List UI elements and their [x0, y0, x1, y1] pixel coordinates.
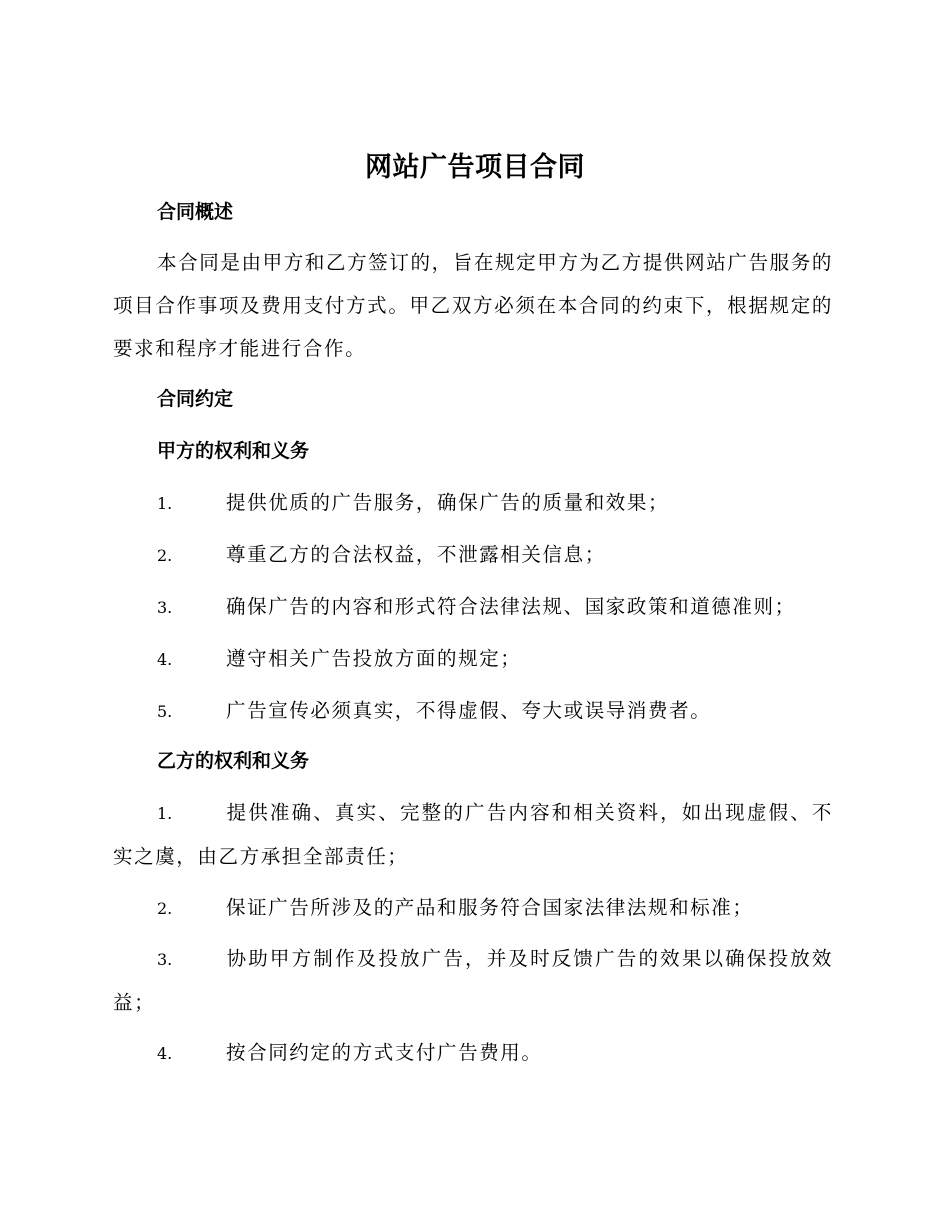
section-heading-party-a: 甲方的权利和义务 — [157, 440, 310, 462]
item-number: 4. — [157, 1044, 173, 1063]
item-text: 提供准确、真实、完整的广告内容和相关资料，如出现虚假、不实之虞，由乙方承担全部责任； — [113, 801, 833, 868]
item-text: 协助甲方制作及投放广告，并及时反馈广告的效果以确保投放效益； — [113, 947, 833, 1014]
item-number: 4. — [157, 650, 173, 669]
item-text: 广告宣传必须真实，不得虚假、夸大或误导消费者。 — [226, 699, 712, 722]
item-text: 保证广告所涉及的产品和服务符合国家法律法规和标准； — [226, 896, 754, 919]
party-b-item — [113, 791, 833, 878]
item-text: 提供优质的广告服务，确保广告的质量和效果； — [226, 491, 670, 514]
item-number: 1. — [157, 494, 173, 513]
item-number: 1. — [157, 804, 173, 823]
item-text: 确保广告的内容和形式符合法律法规、国家政策和道德准则； — [226, 595, 796, 618]
item-number: 5. — [157, 702, 173, 721]
party-a-item — [113, 481, 833, 525]
party-a-item — [113, 585, 833, 629]
overview-paragraph: 本合同是由甲方和乙方签订的，旨在规定甲方为乙方提供网站广告服务的项目合作事项及费用支付方式。甲乙双方必须在本合同的约束下，根据规定的要求和程序才能进行合作。 — [113, 251, 833, 360]
section-heading-overview: 合同概述 — [157, 201, 234, 223]
section-heading-terms: 合同约定 — [157, 388, 234, 410]
item-number: 2. — [157, 546, 173, 565]
party-a-item — [113, 637, 833, 681]
item-text: 按合同约定的方式支付广告费用。 — [226, 1041, 543, 1064]
party-b-item — [113, 1031, 833, 1075]
document-title: 网站广告项目合同 — [365, 152, 585, 183]
item-text: 遵守相关广告投放方面的规定； — [226, 647, 522, 670]
item-number: 2. — [157, 899, 173, 918]
item-text: 尊重乙方的合法权益，不泄露相关信息； — [226, 543, 606, 566]
item-number: 3. — [157, 598, 173, 617]
item-number: 3. — [157, 950, 173, 969]
section-heading-party-b: 乙方的权利和义务 — [157, 750, 310, 772]
party-a-item — [113, 689, 833, 733]
party-b-item — [113, 937, 833, 1024]
party-b-item — [113, 886, 833, 930]
party-a-item — [113, 533, 833, 577]
